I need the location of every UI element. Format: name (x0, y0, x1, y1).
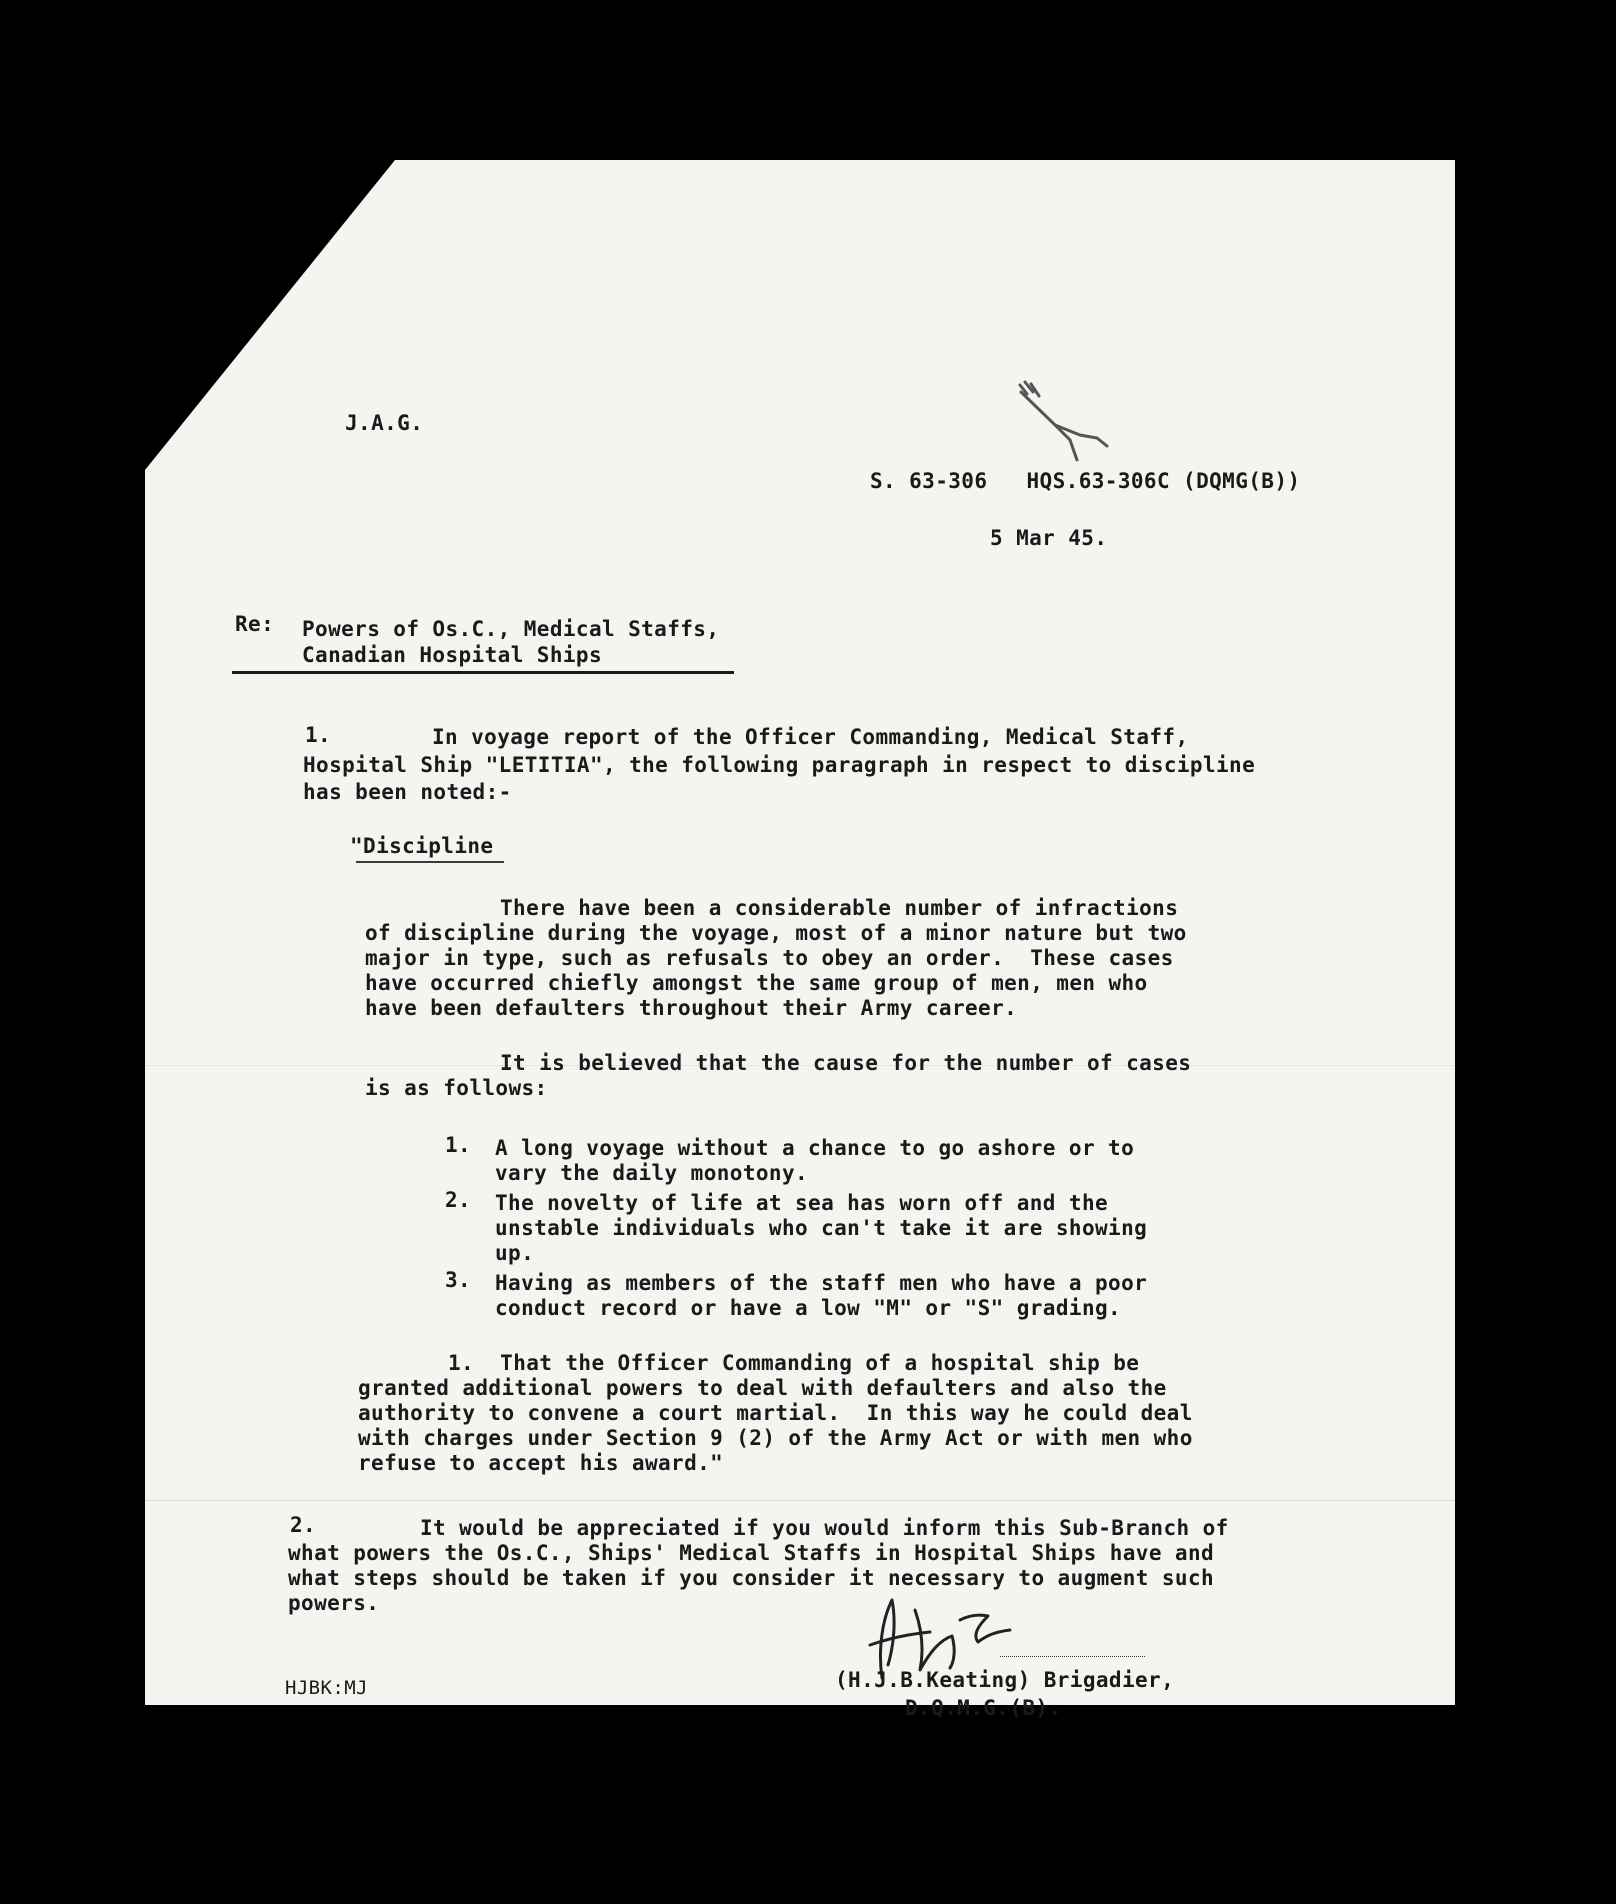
subject-underline (232, 671, 734, 674)
quote-p1-line-1: There have been a considerable number of infractions (500, 896, 1179, 920)
signature-line (1000, 1656, 1145, 1658)
fold-line (145, 1500, 1455, 1501)
quote-p1-line-3: major in type, such as refusals to obey an order. These cases (365, 946, 1174, 970)
cause-2-number: 2. (445, 1188, 472, 1212)
cause-1-line-1: A long voyage without a chance to go ashore or to (495, 1136, 1135, 1160)
quote-p1-line-5: have been defaulters throughout their Army career. (365, 996, 1018, 1020)
cause-1-line-2: vary the daily monotony. (495, 1161, 809, 1185)
quote-heading-underline (356, 861, 504, 863)
quote-p2-line-1: It is believed that the cause for the number of cases (500, 1051, 1192, 1075)
addressee: J.A.G. (345, 411, 424, 435)
recommendation-line-2: granted additional powers to deal with defaulters and also the (358, 1376, 1167, 1400)
subject-label: Re: (235, 612, 275, 636)
para2-line-1: It would be appreciated if you would inform this Sub-Branch of (420, 1516, 1229, 1540)
cause-2-line-3: up. (495, 1241, 535, 1265)
quote-p1-line-2: of discipline during the voyage, most of a minor nature but two (365, 921, 1187, 945)
cause-3-number: 3. (445, 1268, 472, 1292)
quote-p2-line-2: is as follows: (365, 1076, 548, 1100)
file-references: S. 63-306 HQS.63-306C (DQMG(B)) (870, 469, 1301, 493)
recommendation-line-4: with charges under Section 9 (2) of the Army Act or with men who (358, 1426, 1193, 1450)
reference-initials: HJBK:MJ (285, 1677, 368, 1699)
para2-line-4: powers. (288, 1591, 380, 1615)
para2-line-3: what steps should be taken if you consider it necessary to augment such (288, 1566, 1215, 1590)
cause-2-line-2: unstable individuals who can't take it are showing (495, 1216, 1148, 1240)
cause-2-line-1: The novelty of life at sea has worn off and the (495, 1191, 1109, 1215)
quote-heading: "Discipline (350, 834, 494, 858)
cause-3-line-2: conduct record or have a low "M" or "S" grading. (495, 1296, 1122, 1320)
para1-line-2: Hospital Ship "LETITIA", the following paragraph in respect to discipline (303, 753, 1256, 777)
recommendation-line-5: refuse to accept his award." (358, 1451, 724, 1475)
para1-number: 1. (305, 723, 332, 747)
letter-date: 5 Mar 45. (990, 526, 1108, 550)
para2-number: 2. (290, 1513, 317, 1537)
subject-line-1: Powers of Os.C., Medical Staffs, (302, 617, 720, 641)
para1-line-3: has been noted:- (303, 780, 512, 804)
recommendation-line-3: authority to convene a court martial. In this way he could deal (358, 1401, 1193, 1425)
para2-line-2: what powers the Os.C., Ships' Medical Staffs in Hospital Ships have and (288, 1541, 1215, 1565)
cause-3-line-1: Having as members of the staff men who have a poor (495, 1271, 1148, 1295)
quote-p1-line-4: have occurred chiefly amongst the same group of men, men who (365, 971, 1148, 995)
signatory-line-2: D.Q.M.G.(B). (905, 1696, 1062, 1720)
signatory-line-1: (H.J.B.Keating) Brigadier, (835, 1668, 1175, 1692)
para1-line-1: In voyage report of the Officer Commanding, Medical Staff, (432, 725, 1189, 749)
recommendation-line-1: 1. That the Officer Commanding of a hospital ship be (448, 1351, 1140, 1375)
cause-1-number: 1. (445, 1133, 472, 1157)
arrow-tick-mark-icon (1015, 380, 1115, 465)
subject-line-2: Canadian Hospital Ships (302, 643, 602, 667)
